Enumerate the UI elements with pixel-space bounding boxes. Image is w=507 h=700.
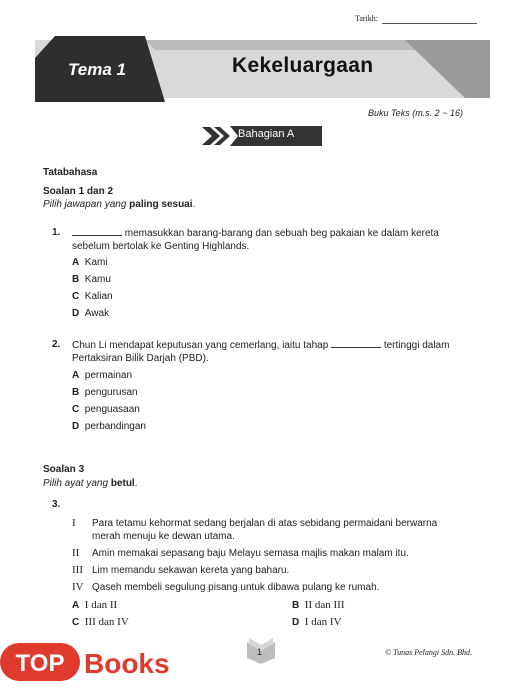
option-text: III dan IV [84,616,129,628]
option-letter: B [292,600,300,611]
answer-blank [72,235,122,236]
option-b[interactable] [72,273,111,286]
page-title: Kekeluargaan [232,54,374,77]
option-letter: A [72,370,80,381]
statement-numeral: III [72,564,83,576]
option-letter: C [72,404,80,415]
option-text: pengurusan [84,387,138,398]
option-letter: B [72,274,80,285]
option-b[interactable] [292,599,345,612]
statement-text: Lim memandu sekawan kereta yang baharu. [92,565,290,576]
option-text: Kamu [84,274,111,285]
date-label: Tarikh: [355,14,378,23]
option-a[interactable] [72,369,132,382]
question-number: 2. [52,339,61,350]
option-d[interactable] [292,616,341,629]
option-text: I dan IV [304,616,342,628]
question-text-part: Chun Li mendapat keputusan yang cemerlang, iaitu tahap [72,340,332,351]
option-letter: A [72,600,80,611]
statement-text: Qaseh membeli segulung pisang untuk dibawa pulang ke rumah. [92,582,380,593]
option-text: I dan II [84,599,118,611]
option-c[interactable] [72,616,129,629]
option-text: Kalian [84,291,113,302]
option-letter: B [72,387,80,398]
question-text-line2: Pertaksiran Bilik Darjah (PBD). [72,353,209,364]
question-text-part: tertinggi dalam [381,340,450,351]
option-c[interactable] [72,290,113,303]
question-text [72,227,492,240]
statement-text: Amin memakai sepasang baju Melayu semasa majlis makan malam itu. [92,548,409,559]
instruction-text: Pilih jawapan yang [43,199,130,210]
statement-text-line2: merah menuju ke dewan utama. [92,531,235,542]
question-text-line2: sebelum bertolak ke Genting Highlands. [72,241,250,252]
instruction-end: . [134,478,138,489]
option-c[interactable] [72,403,140,416]
instruction [43,477,138,490]
option-letter: D [72,421,80,432]
option-text: permainan [84,370,133,381]
instruction [43,198,195,211]
question-number: 1. [52,227,61,238]
option-a[interactable] [72,256,108,269]
logo-top-text: TOP [15,650,65,677]
option-d[interactable] [72,420,146,433]
answer-blank [331,347,381,348]
question-number: 3. [52,499,61,510]
statement-text: Para tetamu kehormat sedang berjalan di atas sebidang permaidani berwarna [92,518,438,529]
option-text: perbandingan [84,421,146,432]
option-text: penguasaan [84,404,140,415]
option-letter: D [292,617,300,628]
statement-numeral: I [72,517,76,529]
option-text: Awak [84,308,110,319]
logo-books-text: Books [84,648,170,679]
instruction-end: . [192,199,196,210]
question-text-part: memasukkan barang-barang dan sebuah beg pakaian ke dalam kereta [122,228,439,239]
copyright-note: © Tunas Pelangi Sdn. Bhd. [385,648,472,657]
option-text: Kami [84,257,108,268]
page-number: 1 [257,647,263,657]
topbooks-logo [0,641,202,685]
option-text: II dan III [304,599,345,611]
option-d[interactable] [72,307,109,320]
option-letter: C [72,291,80,302]
question-text [72,339,492,352]
date-line [382,23,477,24]
instruction-emphasis: betul [110,478,135,489]
question-group-heading: Soalan 1 dan 2 [43,186,114,197]
instruction-emphasis: paling sesuai [129,199,193,210]
instruction-text: Pilih ayat yang [43,478,111,489]
theme-label: Tema 1 [68,60,126,79]
option-letter: A [72,257,80,268]
option-letter: D [72,308,80,319]
question-group-heading: Soalan 3 [43,464,85,475]
section-title: Bahagian A [238,128,295,140]
statement-numeral: IV [72,581,84,593]
option-a[interactable] [72,599,117,612]
grammar-heading: Tatabahasa [43,167,98,178]
statement-numeral: II [72,547,80,559]
textbook-reference: Buku Teks (m.s. 2 ~ 16) [368,108,463,118]
option-letter: C [72,617,80,628]
option-b[interactable] [72,386,138,399]
